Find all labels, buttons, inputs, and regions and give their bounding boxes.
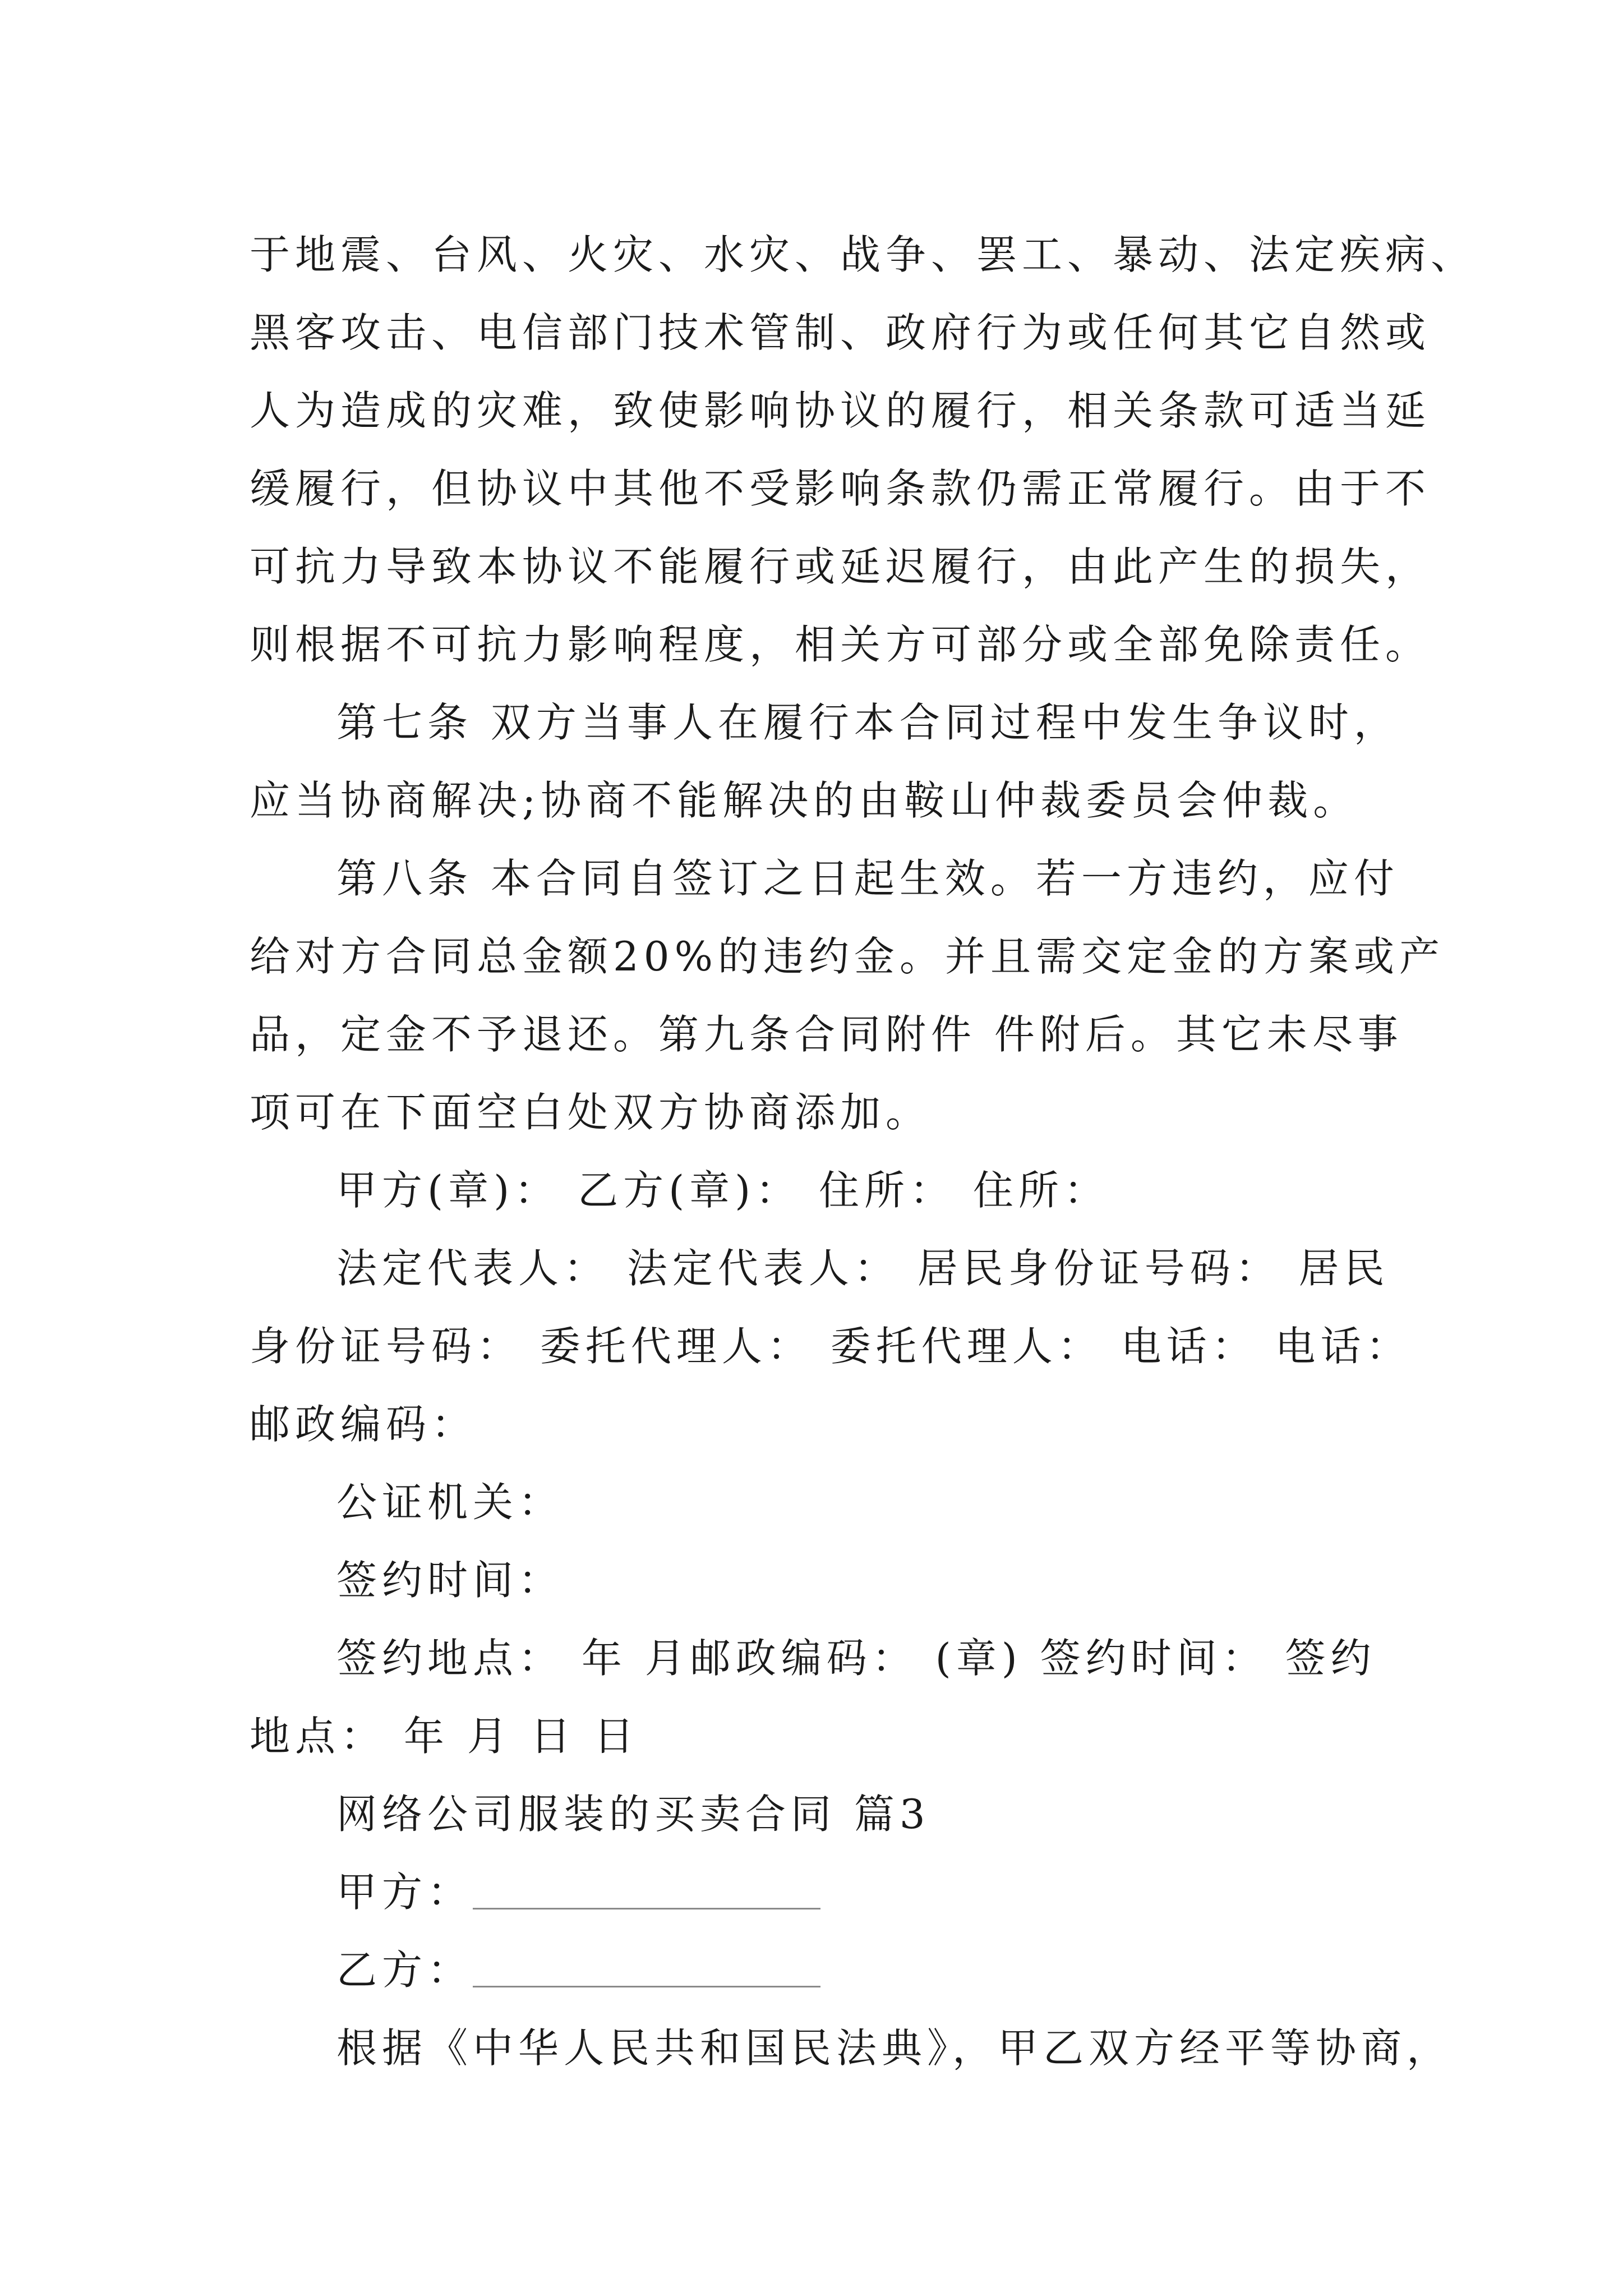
signing-time-line <box>250 1542 1416 1619</box>
party-a-blank <box>473 1867 820 1910</box>
party-a-line <box>250 1853 1416 1931</box>
text-line: 缓履行，但协议中其他不受影响条款仍需正常履行。由于不 <box>250 465 1431 512</box>
text-line: 甲方(章)： 乙方(章)： 住所： 住所： <box>336 1167 1110 1214</box>
text-line: 公证机关： <box>336 1479 564 1526</box>
party-seal-line <box>250 1152 1416 1230</box>
text-line: 给对方合同总金额20%的违约金。并且需交定金的方案或产 <box>250 933 1445 980</box>
representatives-paragraph <box>250 1230 1416 1464</box>
text-line: 黑客攻击、电信部门技术管制、政府行为或任何其它自然或 <box>250 309 1431 356</box>
text-line: 第七条 双方当事人在履行本合同过程中发生争议时， <box>336 699 1399 746</box>
article-seven-paragraph <box>250 684 1416 840</box>
text-line: 地点： 年 月 日 日 <box>250 1713 639 1760</box>
party-b-line <box>250 1931 1416 2009</box>
text-line: 可抗力导致本协议不能履行或延迟履行，由此产生的损失， <box>250 543 1431 590</box>
text-line: 品，定金不予退还。第九条合同附件 件附后。其它未尽事 <box>250 1011 1403 1058</box>
force-majeure-paragraph <box>250 216 1477 684</box>
text-line: 项可在下面空白处双方协商添加。 <box>250 1089 932 1136</box>
text-line: 于地震、台风、火灾、水灾、战争、罢工、暴动、法定疾病、 <box>250 231 1477 278</box>
text-line: 网络公司服装的买卖合同 篇3 <box>336 1791 930 1838</box>
article-eight-paragraph <box>250 840 1445 1152</box>
text-line: 人为造成的灾难，致使影响协议的履行，相关条款可适当延 <box>250 387 1431 434</box>
text-line: 应当协商解决;协商不能解决的由鞍山仲裁委员会仲裁。 <box>250 777 1359 824</box>
text-line: 身份证号码： 委托代理人： 委托代理人： 电话： 电话： <box>250 1323 1412 1370</box>
text-line: 第八条 本合同自签订之日起生效。若一方违约，应付 <box>336 855 1399 902</box>
text-line: 根据《中华人民共和国民法典》，甲乙双方经平等协商， <box>336 2024 1453 2072</box>
text-line: 则根据不可抗力影响程度，相关方可部分或全部免除责任。 <box>250 621 1431 668</box>
document-body <box>250 216 1477 2087</box>
text-line: 签约地点： 年 月邮政编码： (章) 签约时间： 签约 <box>336 1635 1376 1682</box>
party-a-label: 甲方： <box>336 1869 473 1916</box>
text-line: 签约时间： <box>336 1557 564 1604</box>
party-b-blank <box>473 1945 820 1987</box>
signing-place-paragraph <box>250 1619 1416 1775</box>
text-line: 邮政编码： <box>250 1401 477 1448</box>
party-b-label: 乙方： <box>336 1947 473 1994</box>
text-line: 法定代表人： 法定代表人： 居民身份证号码： 居民 <box>336 1245 1390 1292</box>
section-heading <box>250 1775 1416 1853</box>
civil-code-paragraph <box>250 2009 1453 2087</box>
notary-line <box>250 1464 1416 1542</box>
